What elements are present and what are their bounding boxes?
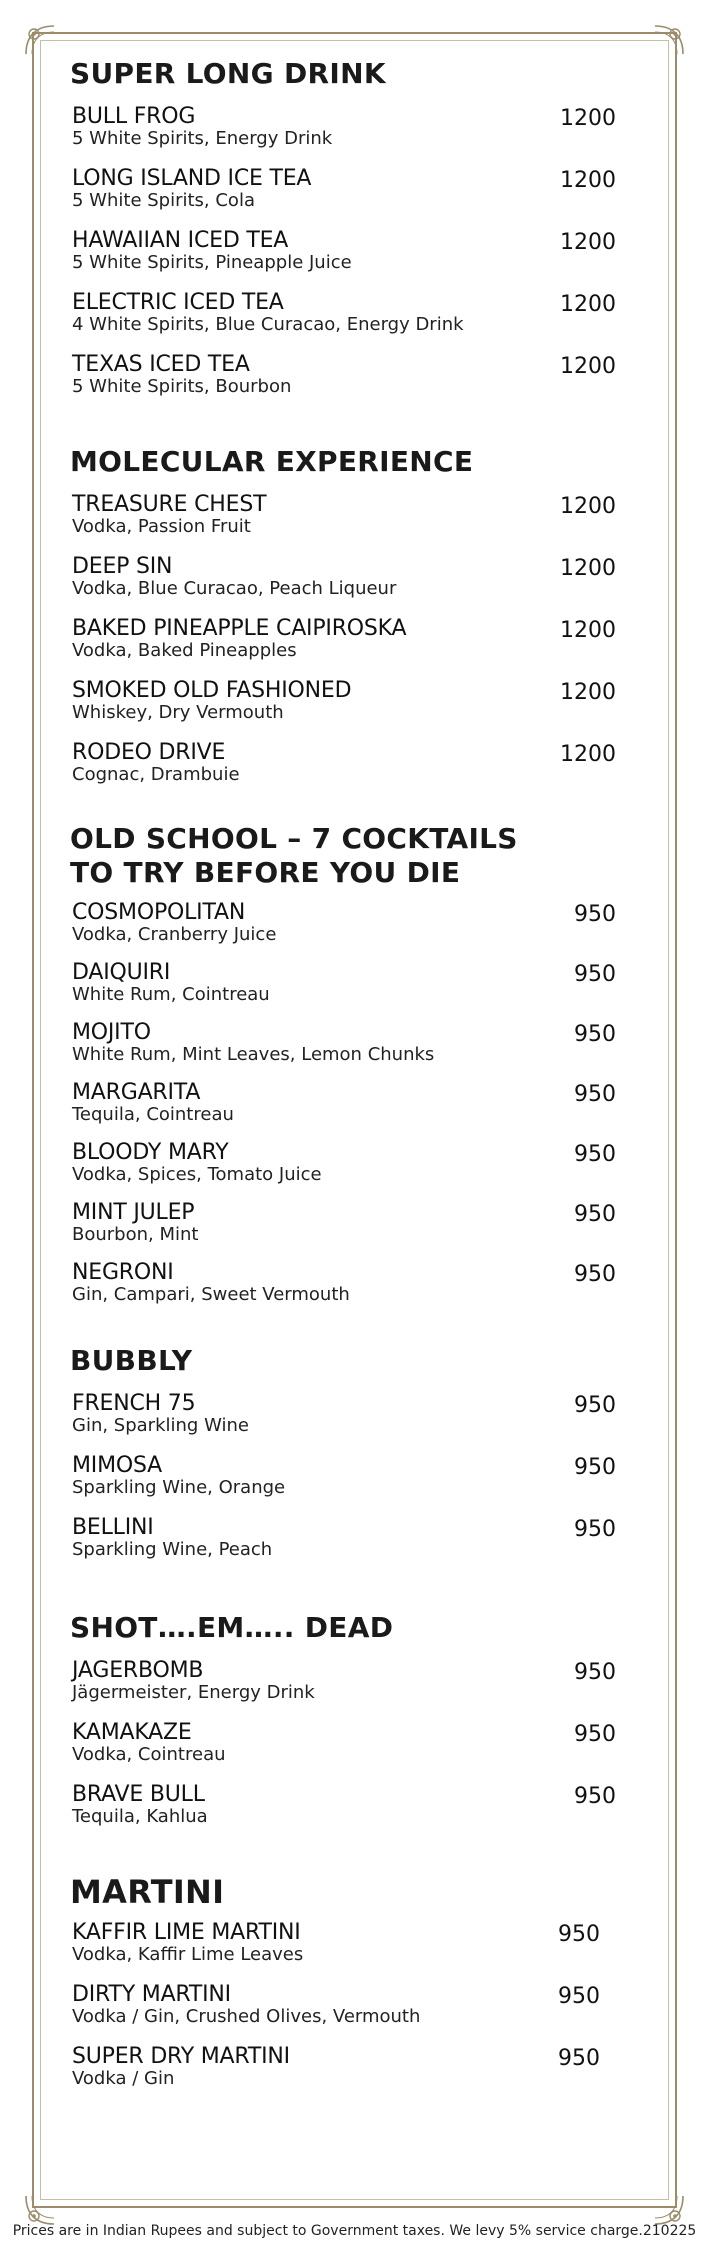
item-price: 950: [558, 2046, 600, 2071]
menu-item: [70, 1720, 650, 1782]
section-title: MOLECULAR EXPERIENCE: [70, 445, 474, 478]
menu-item: [70, 1140, 650, 1200]
item-name: MIMOSA: [72, 1453, 162, 1478]
item-name: BRAVE BULL: [72, 1782, 205, 1807]
item-name: NEGRONI: [72, 1260, 174, 1285]
item-name: BULL FROG: [72, 104, 196, 129]
item-price: 950: [574, 1262, 616, 1287]
item-price: 950: [574, 1082, 616, 1107]
menu-item: [70, 740, 650, 802]
item-description: Whiskey, Dry Vermouth: [72, 702, 284, 723]
corner-flourish-icon: [651, 22, 687, 58]
section-title-line: TO TRY BEFORE YOU DIE: [70, 856, 461, 889]
item-name: DAIQUIRI: [72, 960, 171, 985]
item-description: 4 White Spirits, Blue Curacao, Energy Drink: [72, 314, 464, 335]
item-name: RODEO DRIVE: [72, 740, 226, 765]
item-price: 950: [574, 1722, 616, 1747]
item-description: Vodka, Cointreau: [72, 1744, 226, 1765]
item-description: Tequila, Kahlua: [72, 1806, 208, 1827]
item-price: 950: [574, 1455, 616, 1480]
item-name: DIRTY MARTINI: [72, 1982, 231, 2007]
item-name: BELLINI: [72, 1515, 154, 1540]
menu-item: [70, 352, 650, 414]
section-title: BUBBLY: [70, 1344, 193, 1377]
item-name: JAGERBOMB: [72, 1658, 204, 1683]
menu-item: [70, 1515, 650, 1577]
section-super-long-drink: [70, 58, 650, 414]
section-title: MARTINI: [70, 1873, 225, 1911]
corner-flourish-icon: [22, 22, 58, 58]
menu-item: [70, 1260, 650, 1320]
item-price: 950: [574, 1784, 616, 1809]
section-martini: [70, 1873, 650, 2106]
item-name: MINT JULEP: [72, 1200, 195, 1225]
menu-item: [70, 1982, 650, 2044]
menu-item-list: [70, 900, 650, 1320]
item-price: 1200: [560, 230, 616, 255]
item-name: MOJITO: [72, 1020, 151, 1045]
menu-item: [70, 1453, 650, 1515]
menu-item: [70, 166, 650, 228]
item-price: 950: [558, 1984, 600, 2009]
item-name: TEXAS ICED TEA: [72, 352, 250, 377]
menu-item: [70, 1080, 650, 1140]
item-name: MARGARITA: [72, 1080, 201, 1105]
item-description: Vodka, Blue Curacao, Peach Liqueur: [72, 578, 397, 599]
menu-item: [70, 1782, 650, 1844]
item-description: Vodka / Gin, Crushed Olives, Vermouth: [72, 2006, 421, 2027]
item-description: Vodka, Spices, Tomato Juice: [72, 1164, 322, 1185]
menu-item: [70, 616, 650, 678]
menu-item-list: [70, 1920, 650, 2106]
item-description: 5 White Spirits, Cola: [72, 190, 255, 211]
menu-item-list: [70, 104, 650, 414]
item-description: Gin, Campari, Sweet Vermouth: [72, 1284, 350, 1305]
item-description: 5 White Spirits, Bourbon: [72, 376, 292, 397]
section-bubbly: [70, 1345, 650, 1577]
menu-item: [70, 228, 650, 290]
item-name: BAKED PINEAPPLE CAIPIROSKA: [72, 616, 407, 641]
item-description: 5 White Spirits, Pineapple Juice: [72, 252, 352, 273]
item-name: FRENCH 75: [72, 1391, 196, 1416]
section-title-line: OLD SCHOOL – 7 COCKTAILS: [70, 822, 518, 855]
menu-item: [70, 290, 650, 352]
item-price: 1200: [560, 618, 616, 643]
item-description: Vodka, Baked Pineapples: [72, 640, 297, 661]
item-price: 950: [574, 1142, 616, 1167]
item-price: 1200: [560, 742, 616, 767]
section-title: [70, 822, 650, 890]
item-description: Vodka / Gin: [72, 2068, 175, 2089]
item-description: Sparkling Wine, Orange: [72, 1477, 286, 1498]
item-price: 1200: [560, 106, 616, 131]
item-description: Vodka, Kaffir Lime Leaves: [72, 1944, 304, 1965]
item-name: ELECTRIC ICED TEA: [72, 290, 284, 315]
item-price: 950: [574, 1393, 616, 1418]
menu-item: [70, 1391, 650, 1453]
item-price: 950: [574, 1022, 616, 1047]
item-description: Cognac, Drambuie: [72, 764, 240, 785]
item-name: TREASURE CHEST: [72, 492, 267, 517]
item-name: SUPER DRY MARTINI: [72, 2044, 290, 2069]
item-name: DEEP SIN: [72, 554, 173, 579]
item-price: 1200: [560, 354, 616, 379]
menu-item: [70, 554, 650, 616]
item-name: BLOODY MARY: [72, 1140, 229, 1165]
menu-item: [70, 2044, 650, 2106]
item-price: 950: [574, 902, 616, 927]
item-description: Vodka, Passion Fruit: [72, 516, 251, 537]
item-name: SMOKED OLD FASHIONED: [72, 678, 352, 703]
item-name: LONG ISLAND ICE TEA: [72, 166, 312, 191]
item-price: 1200: [560, 680, 616, 705]
item-description: Tequila, Cointreau: [72, 1104, 234, 1125]
item-price: 950: [558, 1922, 600, 1947]
item-description: Gin, Sparkling Wine: [72, 1415, 249, 1436]
footer-disclaimer: Prices are in Indian Rupees and subject to Government taxes. We levy 5% service charge.210225: [12, 2223, 697, 2239]
menu-item: [70, 960, 650, 1020]
menu-item: [70, 1658, 650, 1720]
menu-item-list: [70, 1658, 650, 1844]
item-description: Jägermeister, Energy Drink: [72, 1682, 315, 1703]
item-name: COSMOPOLITAN: [72, 900, 246, 925]
item-price: 1200: [560, 168, 616, 193]
section-old-school: [70, 822, 650, 1320]
item-description: Vodka, Cranberry Juice: [72, 924, 277, 945]
menu-item: [70, 678, 650, 740]
item-price: 1200: [560, 494, 616, 519]
item-description: 5 White Spirits, Energy Drink: [72, 128, 333, 149]
menu-item: [70, 900, 650, 960]
item-name: KAMAKAZE: [72, 1720, 192, 1745]
menu-item: [70, 1920, 650, 1982]
item-name: KAFFIR LIME MARTINI: [72, 1920, 301, 1945]
item-name: HAWAIIAN ICED TEA: [72, 228, 289, 253]
section-shots: [70, 1612, 650, 1844]
menu-item-list: [70, 1391, 650, 1577]
item-description: White Rum, Cointreau: [72, 984, 270, 1005]
menu-item: [70, 1200, 650, 1260]
section-title: SUPER LONG DRINK: [70, 57, 386, 90]
item-price: 950: [574, 1660, 616, 1685]
menu-item-list: [70, 492, 650, 802]
item-price: 1200: [560, 556, 616, 581]
item-description: White Rum, Mint Leaves, Lemon Chunks: [72, 1044, 435, 1065]
item-price: 950: [574, 1517, 616, 1542]
item-description: Sparkling Wine, Peach: [72, 1539, 273, 1560]
section-molecular-experience: [70, 446, 650, 802]
item-price: 950: [574, 962, 616, 987]
menu-item: [70, 104, 650, 166]
item-description: Bourbon, Mint: [72, 1224, 199, 1245]
item-price: 1200: [560, 292, 616, 317]
menu-item: [70, 1020, 650, 1080]
menu-item: [70, 492, 650, 554]
section-title: SHOT….EM….. DEAD: [70, 1611, 394, 1644]
item-price: 950: [574, 1202, 616, 1227]
